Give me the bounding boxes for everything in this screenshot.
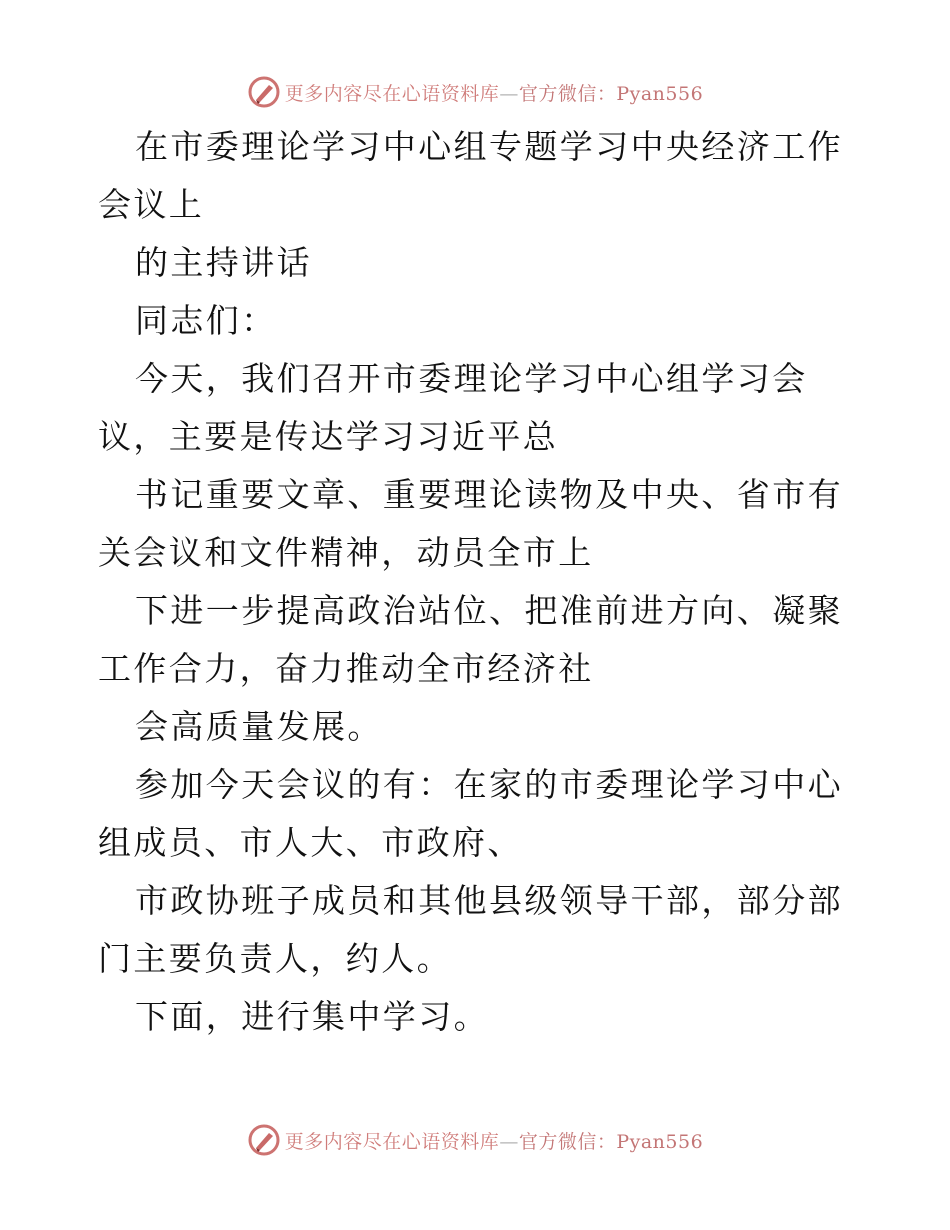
watermark-wechat-label: 官方微信： (518, 82, 617, 105)
paragraph: 下进一步提高政治站位、把准前进方向、凝聚工作合力，奋力推动全市经济社 (98, 591, 843, 688)
paragraph: 下面，进行集中学习。 (135, 997, 489, 1036)
document-title-line-1: 在市委理论学习中心组专题学习中央经济工作会议上 (98, 127, 843, 224)
salutation: 同志们： (135, 301, 277, 340)
pen-logo-icon (247, 75, 281, 109)
footer-watermark (0, 1118, 950, 1162)
watermark-wechat-label: 官方微信： (518, 1130, 617, 1153)
paragraph: 市政协班子成员和其他县级领导干部，部分部门主要负责人，约人。 (98, 881, 843, 978)
paragraph: 会高质量发展。 (135, 707, 383, 746)
watermark-main: 更多内容尽在心语资料库 (284, 82, 500, 105)
header-watermark (0, 70, 950, 114)
watermark-separator: — (499, 82, 519, 105)
document-body (98, 118, 858, 1046)
paragraph: 参加今天会议的有：在家的市委理论学习中心组成员、市人大、市政府、 (98, 765, 843, 862)
watermark-separator: — (499, 1130, 519, 1153)
paragraph: 书记重要文章、重要理论读物及中央、省市有关会议和文件精神，动员全市上 (98, 475, 843, 572)
watermark-wechat-id: Pyan556 (616, 1130, 704, 1153)
watermark-main: 更多内容尽在心语资料库 (284, 1130, 500, 1153)
pen-logo-icon (247, 1123, 281, 1157)
paragraph: 今天，我们召开市委理论学习中心组学习会议，主要是传达学习习近平总 (98, 359, 808, 456)
watermark-wechat-id: Pyan556 (616, 82, 704, 105)
document-title-line-2: 的主持讲话 (135, 243, 312, 282)
watermark-text (285, 79, 703, 106)
watermark-text (285, 1127, 703, 1154)
